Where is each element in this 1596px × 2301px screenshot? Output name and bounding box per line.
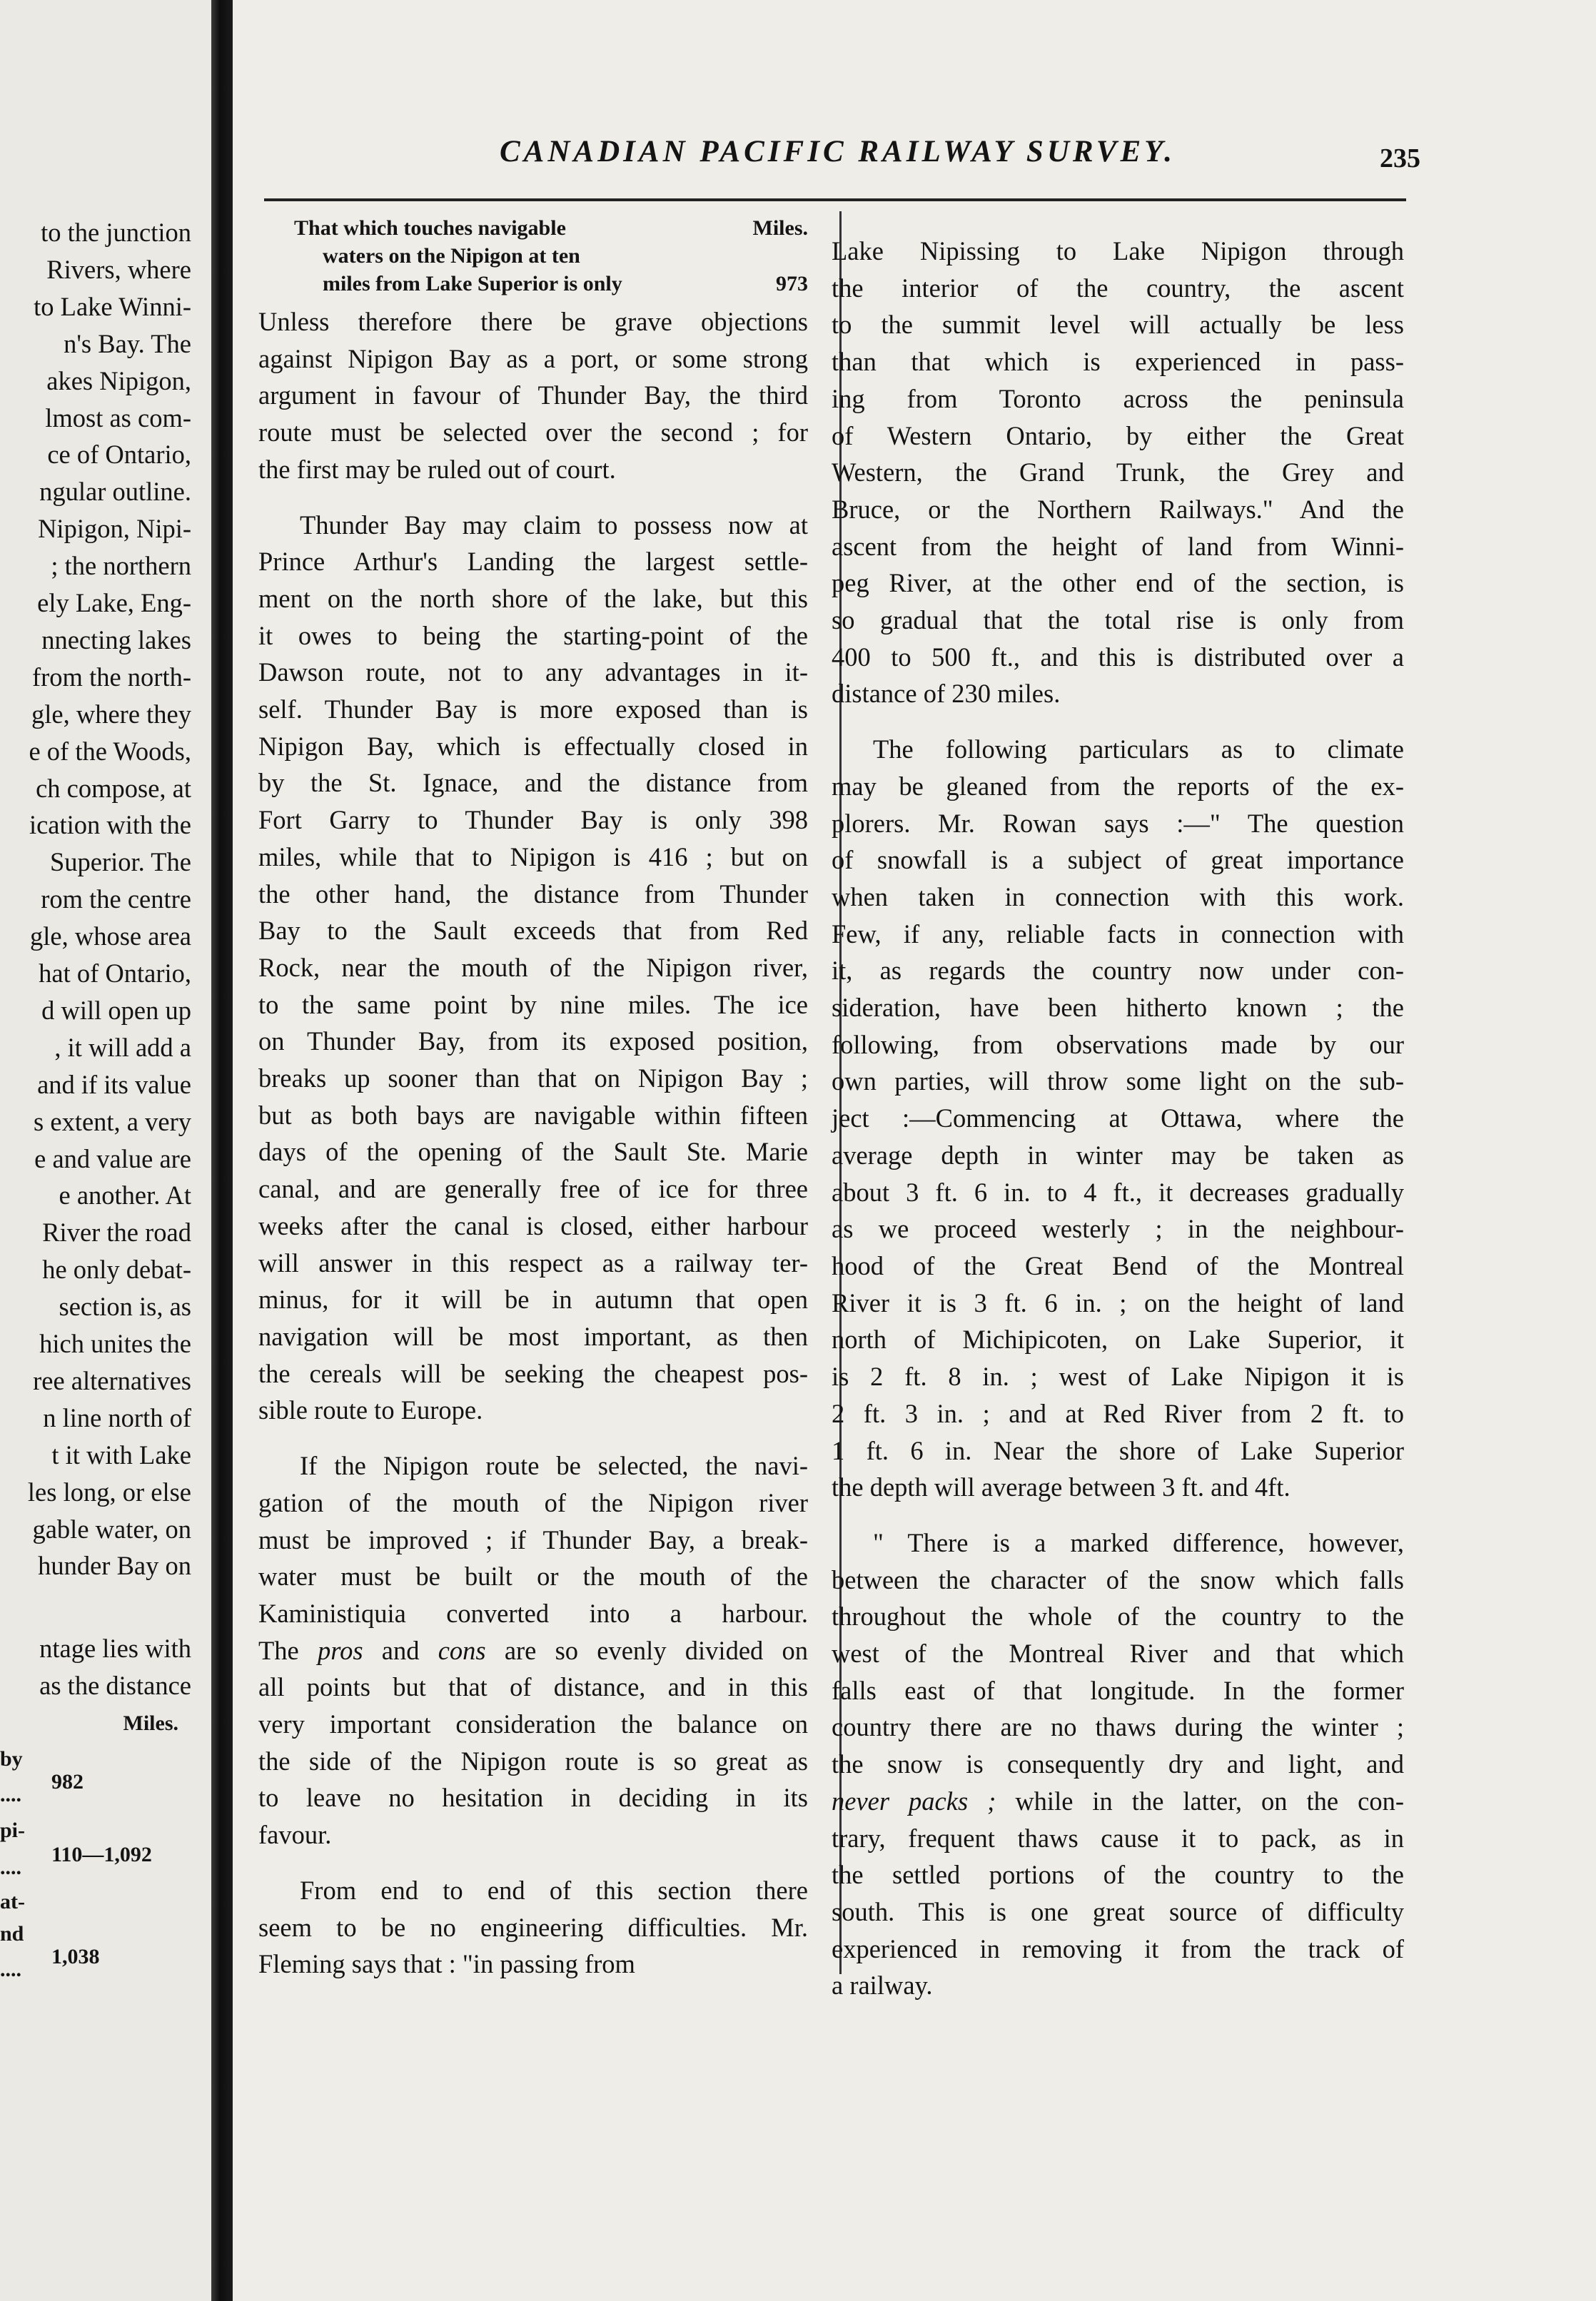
- left-table-label: at-: [0, 1890, 25, 1913]
- left-table-label: nd: [0, 1922, 24, 1946]
- table-header-miles: Miles.: [752, 216, 808, 240]
- text-line: Rock, near the mouth of the Nipigon river,: [258, 952, 808, 982]
- text-line: about 3 ft. 6 in. to 4 ft., it decreases gradually: [832, 1177, 1404, 1207]
- text-line: navigation will be most important, as then: [258, 1321, 808, 1351]
- left-page-line: nnecting lakes: [41, 624, 191, 654]
- table-row-value: 973: [776, 272, 808, 295]
- left-page-line: to Lake Winni-: [34, 291, 191, 321]
- text-line: but as both bays are navigable within fifteen: [258, 1100, 808, 1130]
- text-line: against Nipigon Bay as a port, or some strong: [258, 343, 808, 373]
- text-line: trary, frequent thaws cause it to pack, as in: [832, 1823, 1404, 1853]
- left-table-label: ....: [0, 1958, 21, 1981]
- text-line: Fleming says that : "in passing from: [258, 1949, 635, 1979]
- left-column: [258, 214, 808, 1983]
- left-table-header: Miles.: [123, 1711, 178, 1735]
- text-line: self. Thunder Bay is more exposed than is: [258, 694, 808, 724]
- text-line: it, as regards the country now under con-: [832, 956, 1404, 986]
- header-rule: [264, 198, 1406, 201]
- left-page-line: s extent, a very: [34, 1106, 191, 1136]
- left-page-line: he only debat-: [42, 1255, 191, 1285]
- left-page-line: les long, or else: [27, 1477, 191, 1507]
- text-line: experienced in removing it from the track of: [832, 1933, 1404, 1963]
- paragraph: [832, 1524, 1404, 2004]
- left-page-line: Rivers, where: [46, 254, 191, 284]
- running-title: CANADIAN PACIFIC RAILWAY SURVEY.: [500, 135, 1176, 168]
- text-line: " There is a marked difference, however,: [873, 1527, 1404, 1557]
- paragraph: [258, 303, 808, 488]
- text-line: may be gleaned from the reports of the ex-: [832, 771, 1404, 801]
- text-line: of Western Ontario, by either the Great: [832, 420, 1404, 450]
- text-line: ject :—Commencing at Ottawa, where the: [832, 1103, 1404, 1133]
- text-line: Unless therefore there be grave objections: [258, 307, 808, 336]
- table-row: [258, 214, 808, 242]
- text-line: 2 ft. 3 in. ; and at Red River from 2 ft. to: [832, 1398, 1404, 1428]
- left-page-line: t it with Lake: [51, 1440, 191, 1470]
- page-number: 235: [1380, 143, 1420, 173]
- text-line: Thunder Bay may claim to possess now at: [300, 510, 808, 540]
- text-line: country there are no thaws during the winter ;: [832, 1712, 1404, 1742]
- left-table-value: 982: [51, 1770, 84, 1794]
- text-line: than that which is experienced in pass-: [832, 347, 1404, 377]
- text-line: never packs ; while in the latter, on the con-: [832, 1786, 1404, 1816]
- left-page-fragment: [0, 0, 211, 2301]
- text-line: Lake Nipissing to Lake Nipigon through: [832, 236, 1404, 266]
- left-page-line: d will open up: [41, 995, 191, 1025]
- left-page-line: ; the northern: [51, 551, 191, 581]
- left-page-line: and if its value: [37, 1069, 191, 1099]
- left-page-line: ngular outline.: [39, 477, 191, 507]
- paragraph-gap: [832, 1506, 1404, 1524]
- text-line: to the same point by nine miles. The ice: [258, 989, 808, 1019]
- text-line: Bruce, or the Northern Railways." And the: [832, 494, 1404, 524]
- right-column-body: [832, 233, 1404, 2004]
- left-page-line: gle, where they: [31, 699, 191, 729]
- text-line: very important consideration the balance on: [258, 1709, 808, 1739]
- left-page-line: River the road: [42, 1218, 191, 1248]
- paragraph: [258, 1872, 808, 1983]
- text-line: 1 ft. 6 in. Near the shore of Lake Superior: [832, 1435, 1404, 1465]
- left-table-label: ....: [0, 1783, 21, 1806]
- text-line: days of the opening of the Sault Ste. Marie: [258, 1137, 808, 1167]
- left-page-line: to the junction: [41, 218, 191, 247]
- text-line: Nipigon Bay, which is effectually closed in: [258, 731, 808, 761]
- left-page-line: ree alternatives: [33, 1365, 191, 1395]
- left-page-line: hich unites the: [39, 1329, 191, 1358]
- text-line: throughout the whole of the country to the: [832, 1602, 1404, 1632]
- paragraph-gap: [258, 488, 808, 507]
- left-page-line: as the distance: [39, 1670, 191, 1700]
- left-table-label: pi-: [0, 1819, 26, 1842]
- left-page-line: from the north-: [32, 662, 191, 692]
- left-page-line: Nipigon, Nipi-: [38, 514, 191, 544]
- text-line: The pros and cons are so evenly divided on: [258, 1635, 808, 1665]
- text-line: The following particulars as to climate: [873, 734, 1404, 764]
- text-line: ascent from the height of land from Winni-: [832, 531, 1404, 561]
- text-line: will answer in this respect as a railway ter-: [258, 1248, 808, 1278]
- left-page-line: Superior. The: [49, 847, 191, 877]
- left-column-body: [258, 303, 808, 1983]
- text-line: peg River, at the other end of the section, is: [832, 568, 1404, 598]
- text-line: as we proceed westerly ; in the neighbour-: [832, 1214, 1404, 1244]
- text-line: following, from observations made by our: [832, 1029, 1404, 1059]
- table-row: [258, 242, 808, 270]
- text-line: between the character of the snow which falls: [832, 1564, 1404, 1594]
- text-line: average depth in winter may be taken as: [832, 1140, 1404, 1170]
- text-line: Kaministiquia converted into a harbour.: [258, 1598, 808, 1628]
- text-line: argument in favour of Thunder Bay, the third: [258, 380, 808, 410]
- text-line: to leave no hesitation in deciding in its: [258, 1783, 808, 1813]
- text-line: is 2 ft. 8 in. ; west of Lake Nipigon it is: [832, 1362, 1404, 1392]
- paragraph-gap: [258, 1854, 808, 1872]
- text-line: If the Nipigon route be selected, the navi-: [300, 1451, 808, 1481]
- text-line: west of the Montreal River and that which: [832, 1639, 1404, 1669]
- text-line: the interior of the country, the ascent: [832, 273, 1404, 303]
- text-line: the side of the Nipigon route is so great as: [258, 1746, 808, 1776]
- left-page-line: n line north of: [43, 1402, 191, 1432]
- text-line: weeks after the canal is closed, either harbour: [258, 1210, 808, 1240]
- text-line: Western, the Grand Trunk, the Grey and: [832, 457, 1404, 487]
- text-line: sible route to Europe.: [258, 1395, 483, 1425]
- text-line: minus, for it will be in autumn that open: [258, 1285, 808, 1315]
- text-line: miles, while that to Nipigon is 416 ; but on: [258, 841, 808, 871]
- left-page-line: ication with the: [29, 810, 191, 840]
- left-page-line: ce of Ontario,: [47, 440, 191, 470]
- text-line: must be improved ; if Thunder Bay, a break-: [258, 1524, 808, 1554]
- table-row-label: miles from Lake Superior is only: [323, 272, 622, 295]
- paragraph: [258, 1447, 808, 1854]
- text-line: the depth will average between 3 ft. and 4ft.: [832, 1472, 1291, 1502]
- left-page-line: e and value are: [34, 1143, 191, 1173]
- left-page-line: section is, as: [59, 1292, 191, 1322]
- distance-table: [258, 214, 808, 298]
- left-page-line: e another. At: [59, 1180, 191, 1210]
- paragraph: [832, 731, 1404, 1506]
- text-line: north of Michipicoten, on Lake Superior, it: [832, 1325, 1404, 1355]
- text-line: Fort Garry to Thunder Bay is only 398: [258, 805, 808, 835]
- paragraph-gap: [258, 1429, 808, 1447]
- text-line: ment on the north shore of the lake, but this: [258, 583, 808, 613]
- text-line: sideration, have been hitherto known ; the: [832, 993, 1404, 1023]
- text-line: breaks up sooner than that on Nipigon Bay ;: [258, 1063, 808, 1093]
- paragraph: [258, 507, 808, 1430]
- table-row-label: waters on the Nipigon at ten: [323, 244, 580, 268]
- text-line: the cereals will be seeking the cheapest pos-: [258, 1358, 808, 1388]
- text-line: the snow is consequently dry and light, and: [832, 1749, 1404, 1779]
- left-page-line: e of the Woods,: [29, 736, 191, 766]
- text-line: canal, and are generally free of ice for three: [258, 1174, 808, 1204]
- right-column: [832, 233, 1404, 2004]
- text-line: Bay to the Sault exceeds that from Red: [258, 916, 808, 946]
- left-page-line: hat of Ontario,: [39, 959, 191, 988]
- left-page-line: ntage lies with: [39, 1634, 191, 1663]
- paragraph: [832, 233, 1404, 712]
- paragraph-gap: [832, 712, 1404, 731]
- text-line: of snowfall is a subject of great importance: [832, 845, 1404, 875]
- left-page-line: ch compose, at: [36, 773, 191, 803]
- text-line: south. This is one great source of difficulty: [832, 1896, 1404, 1926]
- text-line: own parties, will throw some light on the sub-: [832, 1066, 1404, 1096]
- table-row-label: That which touches navigable: [294, 216, 566, 240]
- left-table-label: by: [0, 1747, 23, 1771]
- text-line: a railway.: [832, 1971, 933, 2001]
- table-row: [258, 270, 808, 298]
- text-line: From end to end of this section there: [300, 1875, 808, 1905]
- left-table-value: 110—1,092: [51, 1843, 152, 1866]
- left-page-line: gle, whose area: [30, 921, 191, 951]
- left-page-line: ely Lake, Eng-: [37, 588, 191, 617]
- text-line: the other hand, the distance from Thunder: [258, 879, 808, 909]
- text-line: when taken in connection with this work.: [832, 881, 1404, 911]
- text-line: by the St. Ignace, and the distance from: [258, 768, 808, 798]
- text-line: to the summit level will actually be less: [832, 310, 1404, 340]
- left-page-line: rom the centre: [41, 884, 191, 914]
- left-page-line: , it will add a: [54, 1032, 191, 1062]
- text-line: it owes to being the starting-point of the: [258, 620, 808, 650]
- text-line: plorers. Mr. Rowan says :—" The question: [832, 808, 1404, 838]
- text-line: River it is 3 ft. 6 in. ; on the height of land: [832, 1288, 1404, 1318]
- text-line: hood of the Great Bend of the Montreal: [832, 1250, 1404, 1280]
- text-line: so gradual that the total rise is only from: [832, 605, 1404, 635]
- running-header: [264, 130, 1420, 180]
- text-line: ing from Toronto across the peninsula: [832, 383, 1404, 413]
- left-page-line: lmost as com-: [45, 403, 191, 433]
- text-line: falls east of that longitude. In the former: [832, 1675, 1404, 1705]
- text-line: Dawson route, not to any advantages in it-: [258, 657, 808, 687]
- left-page-line: gable water, on: [32, 1514, 191, 1544]
- text-line: the settled portions of the country to the: [832, 1860, 1404, 1890]
- text-line: the first may be ruled out of court.: [258, 454, 616, 484]
- text-line: on Thunder Bay, from its exposed position,: [258, 1026, 808, 1056]
- left-page-line: n's Bay. The: [64, 328, 191, 358]
- left-table-value: 1,038: [51, 1945, 100, 1968]
- text-line: Prince Arthur's Landing the largest settle-: [258, 547, 808, 577]
- text-line: route must be selected over the second ; for: [258, 418, 808, 447]
- text-line: distance of 230 miles.: [832, 679, 1061, 709]
- text-line: Few, if any, reliable facts in connection with: [832, 919, 1404, 949]
- left-table-label: ....: [0, 1856, 21, 1879]
- left-page-line: hunder Bay on: [38, 1551, 191, 1581]
- text-line: water must be built or the mouth of the: [258, 1562, 808, 1592]
- text-line: seem to be no engineering difficulties. Mr.: [258, 1912, 808, 1942]
- text-line: favour.: [258, 1820, 332, 1850]
- text-line: 400 to 500 ft., and this is distributed over a: [832, 642, 1404, 672]
- text-line: all points but that of distance, and in this: [258, 1672, 808, 1702]
- book-gutter: [211, 0, 233, 2301]
- left-page-line: akes Nipigon,: [46, 365, 191, 395]
- text-line: gation of the mouth of the Nipigon river: [258, 1487, 808, 1517]
